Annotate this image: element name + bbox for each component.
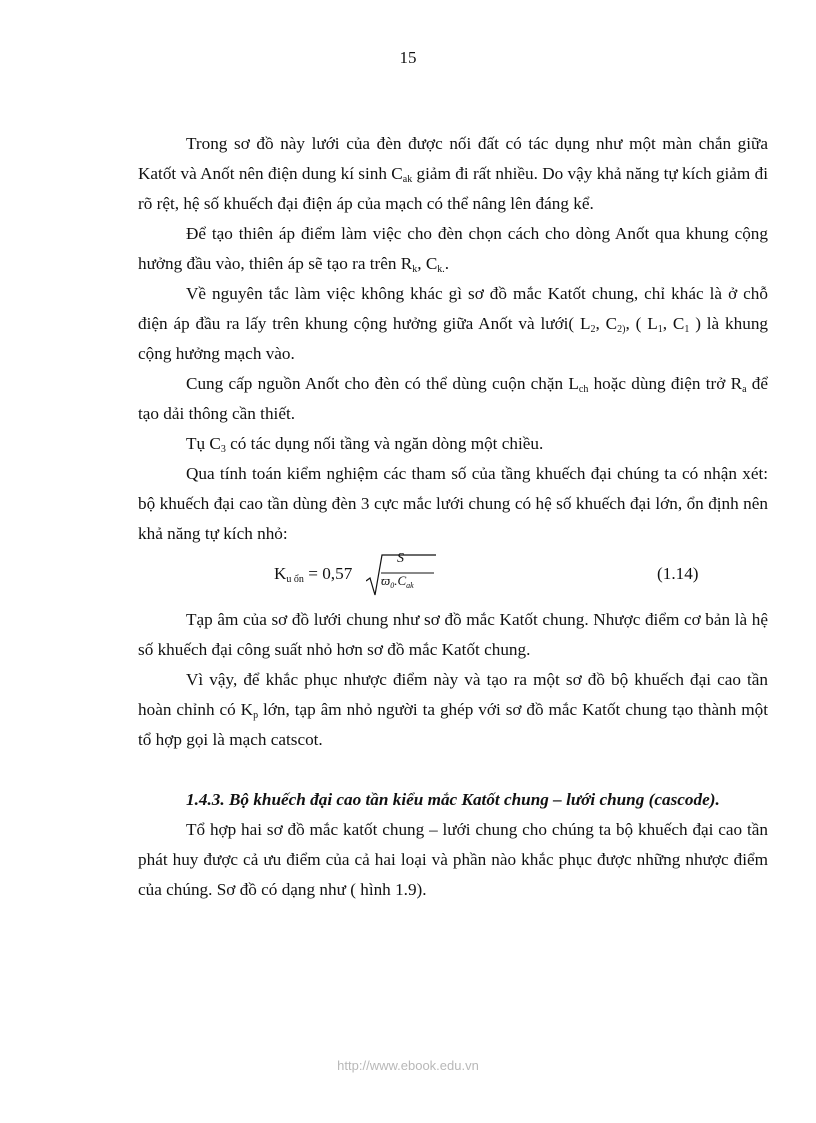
fraction-numerator: S [397,551,404,566]
paragraph-1: Trong sơ đồ này lưới của đèn được nối đất có tác dụng như một màn chắn giữa Katốt và Anốt nên điện dung kí $\sinh C_{ak}$ giảm đi rất nhiều. Do vậy khả năng tự kích giảm đi rõ rệt, hệ số khuếch đại điện áp của mạch có thể nâng lên đáng kể. [138,134,769,213]
paragraph-7: Tạp âm của sơ đồ lưới chung như sơ đồ mắc Katốt chung. Nhược điểm cơ bản là hệ số khuếch đại công suất nhỏ hơn sơ đồ mắc Katốt chung. [138,610,768,659]
footer-url: http://www.ebook.edu.vn [337,1058,479,1073]
paragraph-5: Tụ $C_3$ có tác dụng nối tầng và ngăn dòng một chiều. [186,434,544,455]
paragraph-3: Về nguyên tắc làm việc không khác gì sơ đồ mắc Katốt chung, chỉ khác là ở chỗ điện áp đầu ra lấy trên khung cộng hưởng giữa Anốt và lưới( $L_2$, $C_{2)}$, ( $L_1$, $C_1$ ) là khung cộng hưởng mạch vào. [138,284,769,363]
paragraph-8: Vì vậy, để khắc phục nhược điểm này và tạo ra một sơ đồ bộ khuếch đại cao tần hoàn chỉnh có $K_p$ lớn, tạp âm nhỏ người ta ghép với sơ đồ mắc Katốt chung tạo thành một tổ hợp gọi là mạch catscot. [138,670,768,749]
fraction-denominator: $ϖ_0.C_{ak}$ [381,573,414,590]
formula-lhs: $K_{u ổn} = 0,57$ [274,564,353,585]
formula-number: (1.14) [657,564,699,583]
paragraph-6: Qua tính toán kiểm nghiệm các tham số của tầng khuếch đại chúng ta có nhận xét: bộ khuếch đại cao tần dùng đèn 3 cực mắc lưới chung có hệ số khuếch đại lớn, ổn định nên khả năng tự kích nhỏ: [138,464,768,543]
paragraph-9: Tổ hợp hai sơ đồ mắc katốt chung – lưới chung cho chúng ta bộ khuếch đại cao tần phát huy được cả ưu điểm của cả hai loại và phần nào khắc phục được những nhược điểm của chúng. Sơ đồ có dạng như ( hình 1.9). [138,820,768,899]
section-heading: 1.4.3. Bộ khuếch đại cao tần kiểu mắc Katốt chung – lưới chung (cascode). [186,790,720,809]
page-body [138,129,768,905]
paragraph-2: Để tạo thiên áp điểm làm việc cho đèn chọn cách cho dòng Anốt qua khung cộng hưởng đầu vào, thiên áp sẽ tạo ra trên $R_k$, $C_{k.}$. [138,224,768,275]
page-number: 15 [399,48,417,67]
paragraph-4: Cung cấp nguồn Anốt cho đèn có thể dùng cuộn chặn $L_{ch}$ hoặc dùng điện trở $R_a$ để tạo dải thông cần thiết. [138,374,768,423]
formula-1-14 [138,551,768,601]
